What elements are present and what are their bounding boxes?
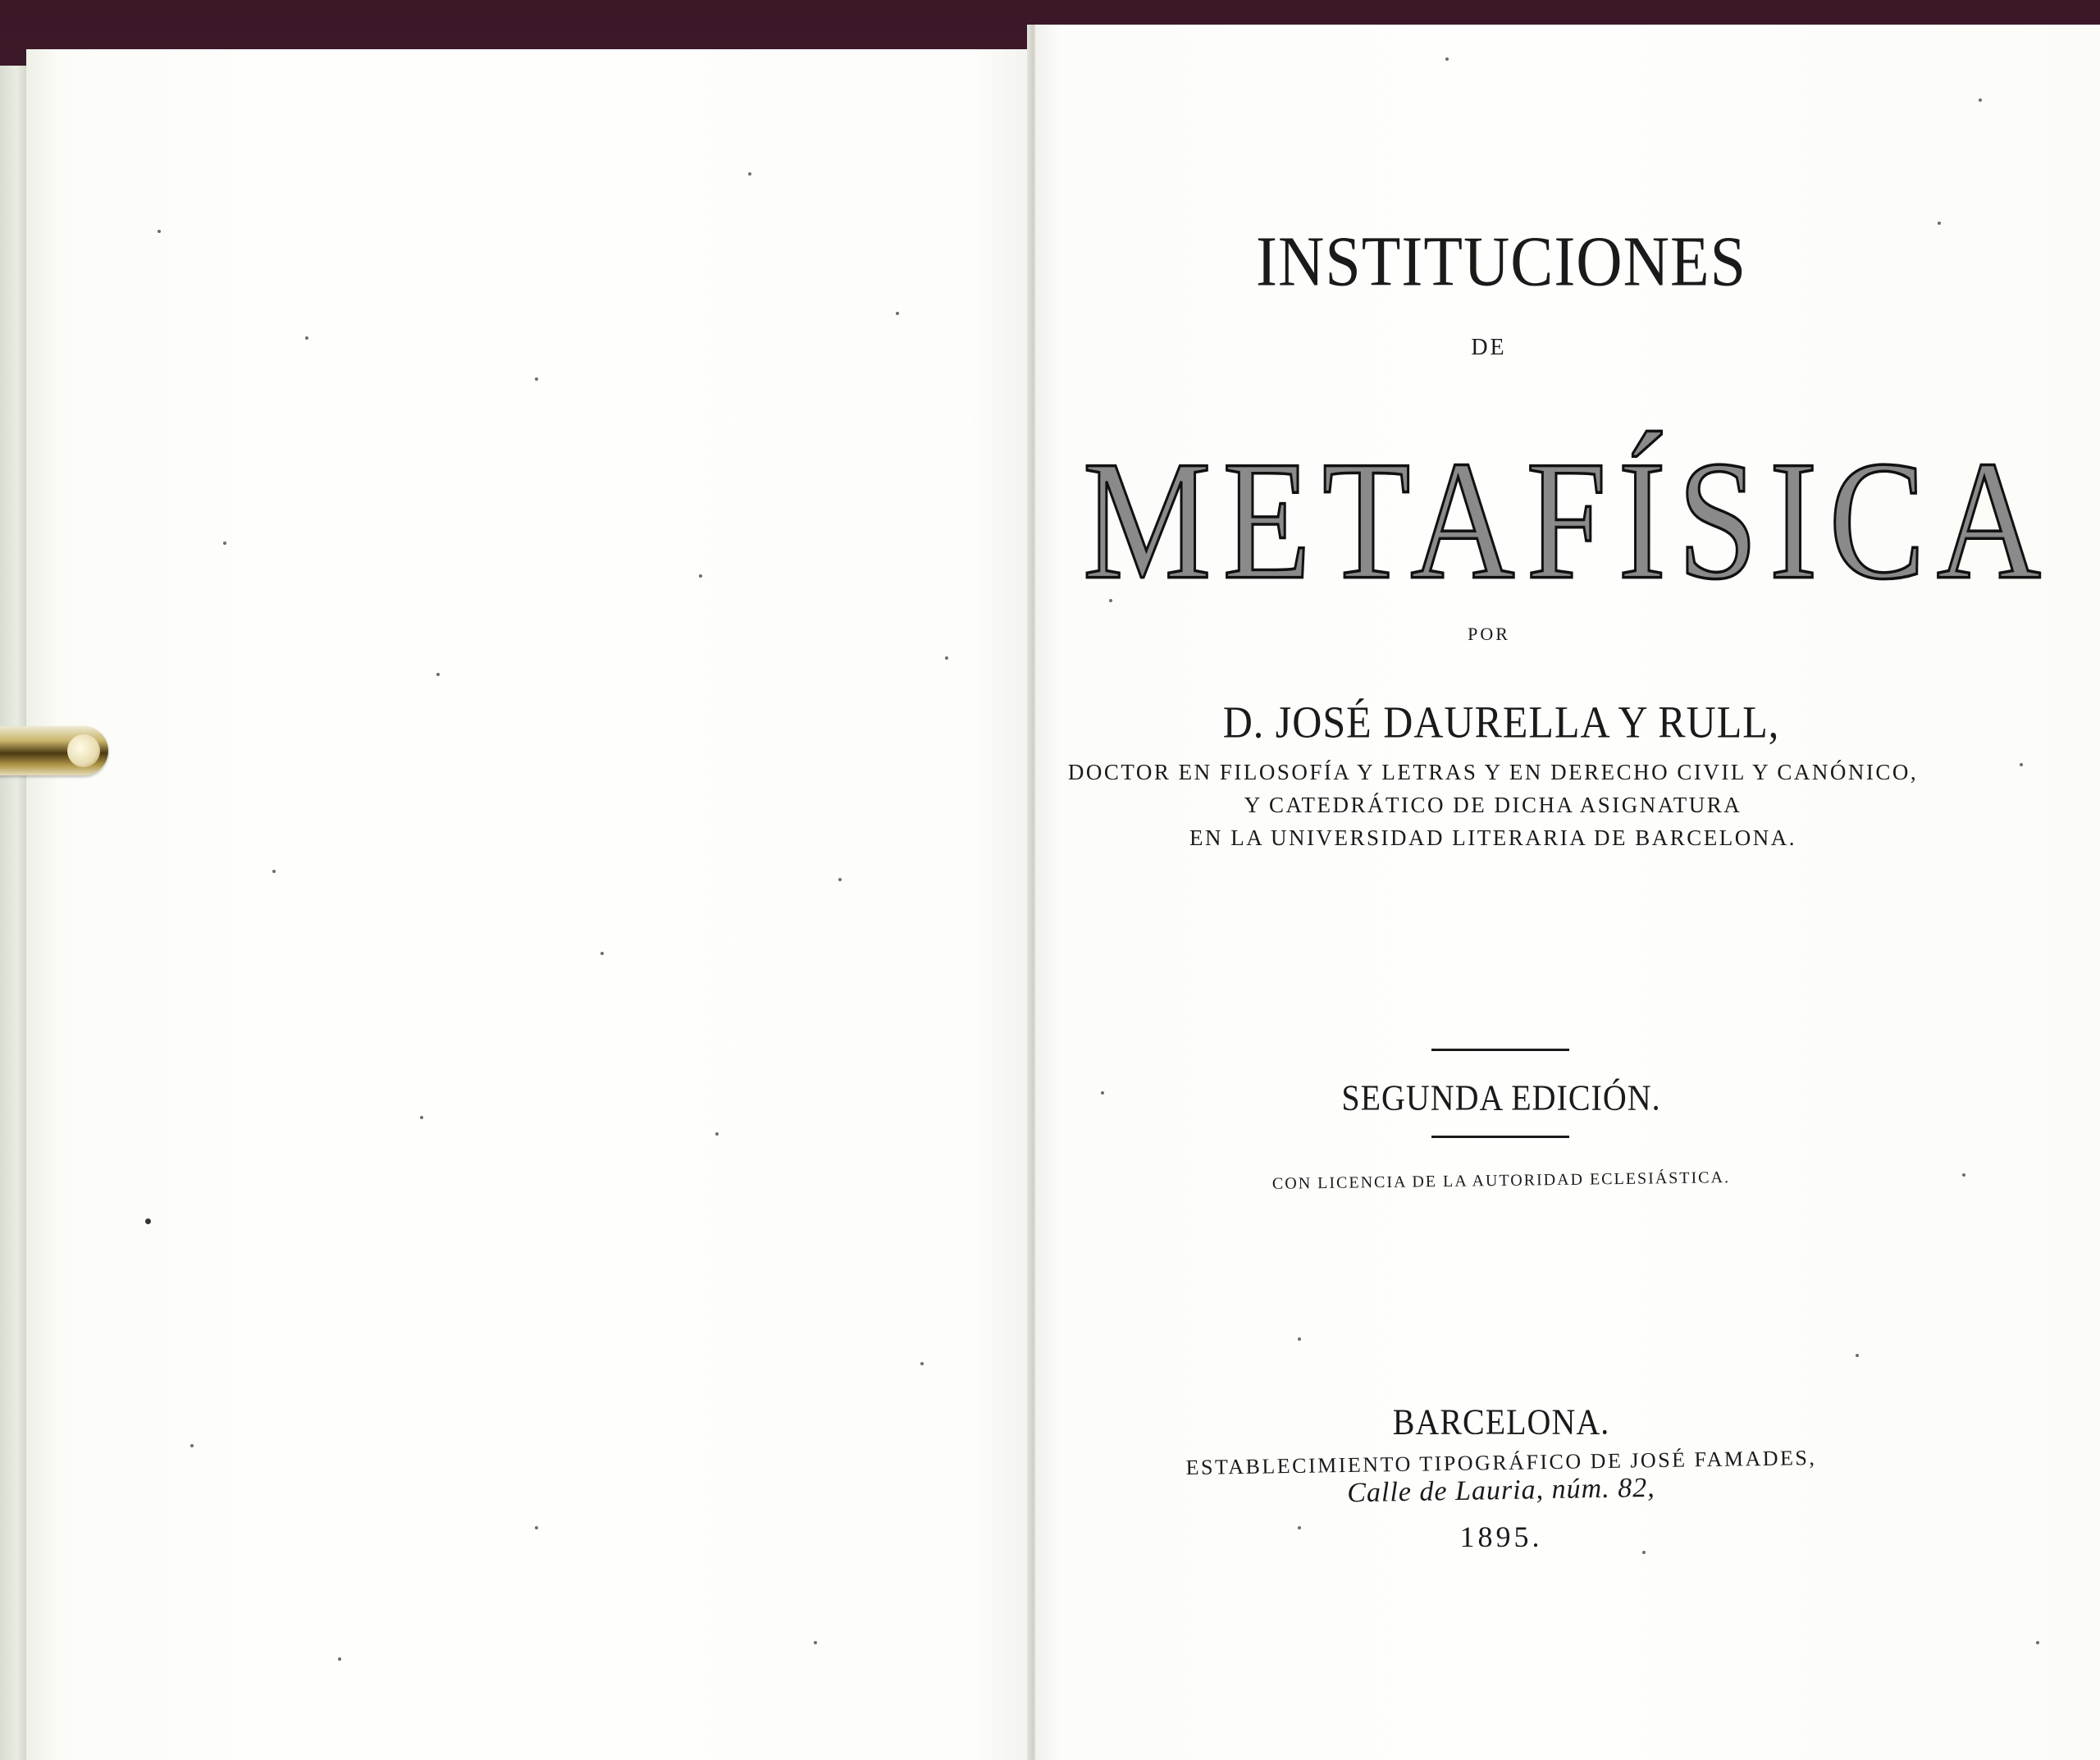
paper-speck (699, 574, 702, 578)
paper-speck (420, 1116, 423, 1119)
paper-speck (1642, 1551, 1646, 1554)
imprint-address: Calle de Lauria, núm. 82, (1346, 1472, 1655, 1509)
author-credential-line: EN LA UNIVERSIDAD LITERARIA DE BARCELONA. (1189, 825, 1796, 850)
paper-speck (896, 312, 899, 315)
paper-speck (338, 1657, 341, 1661)
paper-speck (945, 656, 948, 660)
paper-speck (1445, 57, 1449, 61)
paper-speck (920, 1362, 924, 1365)
paper-speck (600, 952, 604, 955)
paper-speck (223, 542, 226, 545)
paper-speck (535, 377, 538, 381)
author-credential-line: DOCTOR EN FILOSOFÍA Y LETRAS Y EN DERECHO CIVIL Y CANÓNICO, (1067, 760, 1919, 784)
paper-speck (1856, 1354, 1859, 1357)
edition-statement: SEGUNDA EDICIÓN. (1341, 1077, 1661, 1118)
imprint-year: 1895. (1459, 1520, 1543, 1553)
author-name: D. JOSÉ DAURELLA Y RULL, (1222, 697, 1780, 747)
paper-speck (1938, 222, 1941, 225)
page-edges-strip (0, 66, 28, 1760)
paper-speck (2020, 763, 2023, 766)
title-line-instituciones: INSTITUCIONES (1256, 221, 1746, 301)
paper-speck (305, 336, 308, 340)
title-line-metafisica: METAFÍSICA (1083, 426, 2052, 615)
edition-rule-top (1431, 1049, 1569, 1051)
paper-speck (838, 878, 842, 881)
paper-speck (814, 1641, 817, 1644)
left-blank-page (26, 49, 1032, 1760)
paper-speck (145, 1218, 151, 1224)
paper-speck (190, 1444, 194, 1447)
paper-speck (272, 870, 276, 873)
paper-speck (2036, 1641, 2039, 1644)
paper-speck (1298, 1337, 1301, 1341)
imprint-printer: ESTABLECIMIENTO TIPOGRÁFICO DE JOSÉ FAMADES, (1185, 1445, 1817, 1480)
byline-por: POR (1468, 624, 1510, 644)
pen-cap (67, 734, 100, 767)
paper-speck (535, 1526, 538, 1529)
paper-speck (1298, 1526, 1301, 1529)
ecclesiastical-license: CON LICENCIA DE LA AUTORIDAD ECLESIÁSTICA. (1271, 1168, 1731, 1193)
title-line-de: DE (1471, 335, 1507, 360)
paper-speck (1101, 1091, 1104, 1095)
paper-speck (436, 673, 440, 676)
imprint-city: BARCELONA. (1392, 1401, 1610, 1442)
edition-rule-bottom (1431, 1136, 1569, 1138)
paper-speck (715, 1132, 719, 1136)
paper-speck (158, 230, 161, 233)
paper-speck (1962, 1173, 1965, 1177)
paper-speck (748, 172, 751, 176)
paper-speck (1979, 98, 1982, 102)
author-credential-line: Y CATEDRÁTICO DE DICHA ASIGNATURA (1244, 793, 1742, 817)
